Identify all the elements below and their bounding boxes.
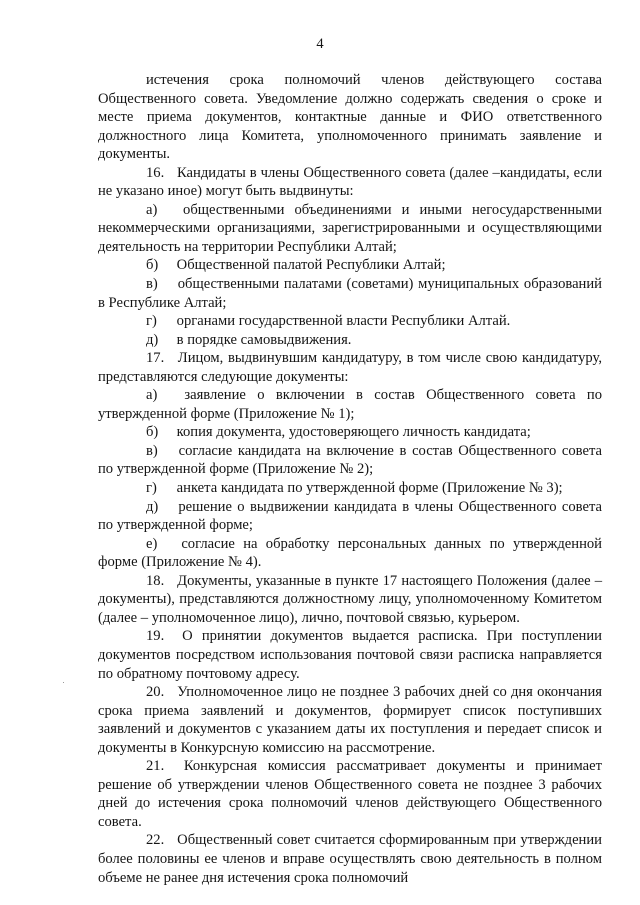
- page-number: 4: [316, 36, 324, 52]
- item-text: Общественной палатой Республики Алтай;: [176, 257, 446, 274]
- paragraph-text: Уполномоченное лицо не позднее 3 рабочих дней со дня окончания срока приема заявлений и документов, формирует список поступивших заявлений и документов с указанием даты их поступления и передает список и документы в Конкурсную комиссию на рассмотрение.: [98, 684, 603, 756]
- scan-speck: [63, 682, 64, 683]
- list-item-17d: [98, 498, 602, 535]
- item-text: анкета кандидата по утвержденной форме (Приложение № 3);: [176, 480, 563, 497]
- list-item-17b: [98, 423, 602, 442]
- item-letter: г): [146, 313, 157, 330]
- list-item-17g: [98, 479, 602, 498]
- list-item-16g: [98, 312, 602, 331]
- list-item-17e: [98, 535, 602, 572]
- paragraph-16: [98, 164, 602, 201]
- list-item-16d: [98, 331, 602, 350]
- paragraph-text: Документы, указанные в пункте 17 настоящего Положения (далее – документы), представляются должностному лицу, уполномоченному Комитетом (далее – уполномоченное лицо), лично, почтовой связью, курьером.: [98, 572, 602, 626]
- item-text: согласие на обработку персональных данных по утвержденной форме (Приложение № 4).: [98, 535, 602, 571]
- item-letter: в): [146, 442, 158, 459]
- paragraph-number: 20.: [146, 684, 165, 701]
- list-item-17a: [98, 386, 602, 423]
- item-text: копия документа, удостоверяющего личность кандидата;: [176, 424, 531, 441]
- paragraph-continuation: [98, 71, 602, 164]
- paragraph-text: О принятии документов выдается расписка. При поступлении документов посредством использования почтовой связи расписка направляется по обратному почтовому адресу.: [98, 628, 602, 682]
- item-letter: б): [146, 257, 159, 274]
- paragraph-text: Конкурсная комиссия рассматривает документы и принимает решение об утверждении членов Общественного совета не позднее 3 рабочих дней до истечения срока полномочий членов действующего Общественного совета.: [98, 758, 602, 830]
- item-text: общественными палатами (советами) муниципальных образований в Республике Алтай;: [98, 276, 602, 311]
- list-item-16v: [98, 275, 602, 312]
- paragraph-text: Общественный совет считается сформированным при утверждении более половины ее членов и вправе осуществлять свою деятельность в полном объеме не ранее дня истечения срока полномочий: [98, 832, 602, 886]
- item-text: заявление о включении в состав Общественного совета по утвержденной форме (Приложение № 1);: [98, 387, 602, 422]
- item-text: органами государственной власти Республики Алтай.: [176, 313, 511, 330]
- item-letter: г): [146, 480, 157, 497]
- paragraph-21: [98, 757, 602, 831]
- paragraph-number: 22.: [146, 832, 165, 849]
- paragraph-text: истечения срока полномочий членов действующего состава Общественного совета. Уведомление должно содержать сведения о сроке и месте приема документов, контактные данные и ФИО ответственного должностного лица Комитета, уполномоченного принимать заявление и документы.: [98, 72, 602, 163]
- paragraph-number: 18.: [146, 572, 165, 589]
- item-text: согласие кандидата на включение в состав Общественного совета по утвержденной форме (Приложение № 2);: [98, 442, 602, 478]
- list-item-17v: [98, 442, 602, 479]
- paragraph-19: [98, 627, 602, 683]
- document-body: [98, 71, 602, 887]
- paragraph-text: Кандидаты в члены Общественного совета (далее –кандидаты, если не указано иное) могут быть выдвинуты:: [98, 164, 602, 200]
- item-letter: д): [146, 498, 159, 515]
- paragraph-20: [98, 683, 602, 757]
- item-text: решение о выдвижении кандидата в члены Общественного совета по утвержденной форме;: [98, 498, 602, 534]
- paragraph-17: [98, 349, 602, 386]
- item-text: в порядке самовыдвижения.: [176, 331, 352, 348]
- item-text: общественными объединениями и иными негосударственными некоммерческими организациями, зарегистрированными и осуществляющими деятельность на территории Республики Алтай;: [98, 201, 602, 255]
- item-letter: е): [146, 535, 158, 552]
- item-letter: б): [146, 424, 159, 441]
- paragraph-18: [98, 572, 602, 628]
- item-letter: а): [146, 201, 158, 218]
- paragraph-number: 16.: [146, 164, 165, 181]
- paragraph-number: 21.: [146, 758, 165, 775]
- list-item-16a: [98, 201, 602, 257]
- item-letter: а): [146, 387, 158, 404]
- list-item-16b: [98, 256, 602, 275]
- paragraph-22: [98, 831, 602, 887]
- paragraph-text: Лицом, выдвинувшим кандидатуру, в том числе свою кандидатуру, представляются следующие документы:: [98, 350, 602, 385]
- paragraph-number: 17.: [146, 350, 165, 367]
- item-letter: д): [146, 331, 159, 348]
- paragraph-number: 19.: [146, 628, 165, 645]
- item-letter: в): [146, 276, 158, 293]
